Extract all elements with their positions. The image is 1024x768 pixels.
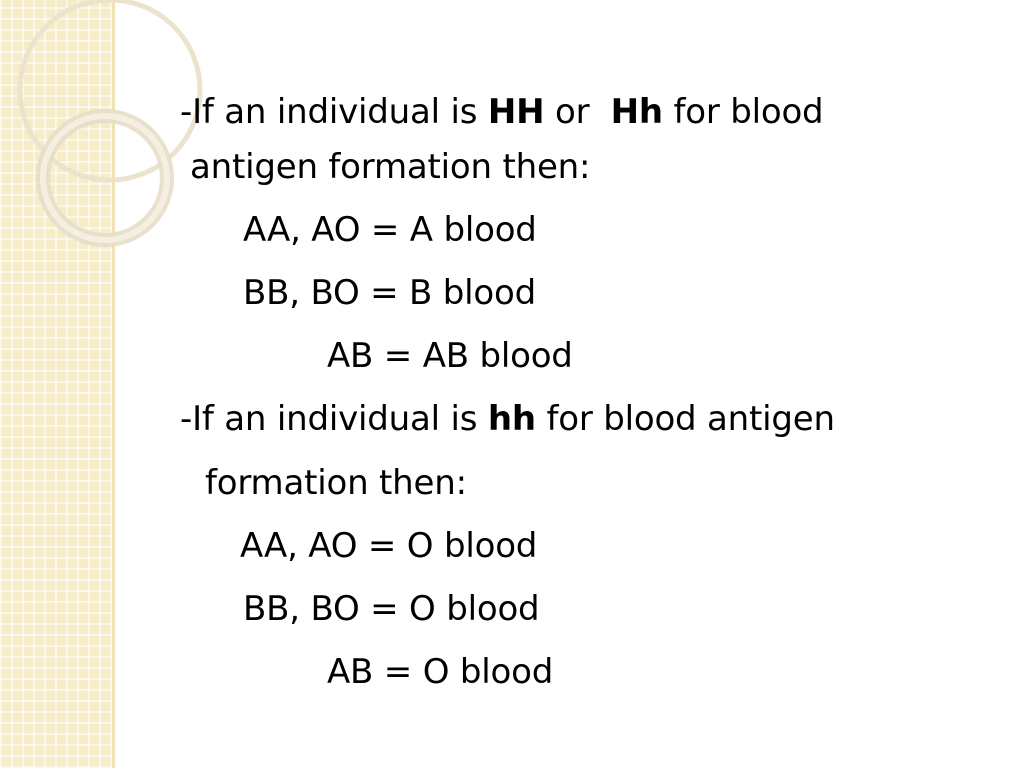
text-segment: for blood <box>662 92 824 132</box>
text-segment: -If an individual is <box>180 399 488 439</box>
rule-b-blood: BB, BO = B blood <box>243 273 537 313</box>
text-segment: -If an individual is <box>180 92 488 132</box>
line-hh-condition <box>180 92 823 132</box>
text-segment: or <box>544 92 611 132</box>
rule-ab-o-blood: AB = O blood <box>327 652 554 692</box>
genotype-hh-upper: HH <box>487 92 545 132</box>
rule-a-blood: AA, AO = A blood <box>243 210 537 250</box>
text-segment: for blood antigen <box>535 399 835 439</box>
line-hh-recessive-condition <box>180 399 835 439</box>
line-antigen-formation: antigen formation then: <box>190 147 591 187</box>
genotype-hh-mixed: Hh <box>610 92 663 132</box>
rule-bb-bo-o-blood: BB, BO = O blood <box>243 589 540 629</box>
genotype-hh-lower: hh <box>487 399 536 439</box>
line-formation-then: formation then: <box>205 463 467 503</box>
rule-aa-ao-o-blood: AA, AO = O blood <box>240 526 538 566</box>
rule-ab-blood: AB = AB blood <box>327 336 573 376</box>
